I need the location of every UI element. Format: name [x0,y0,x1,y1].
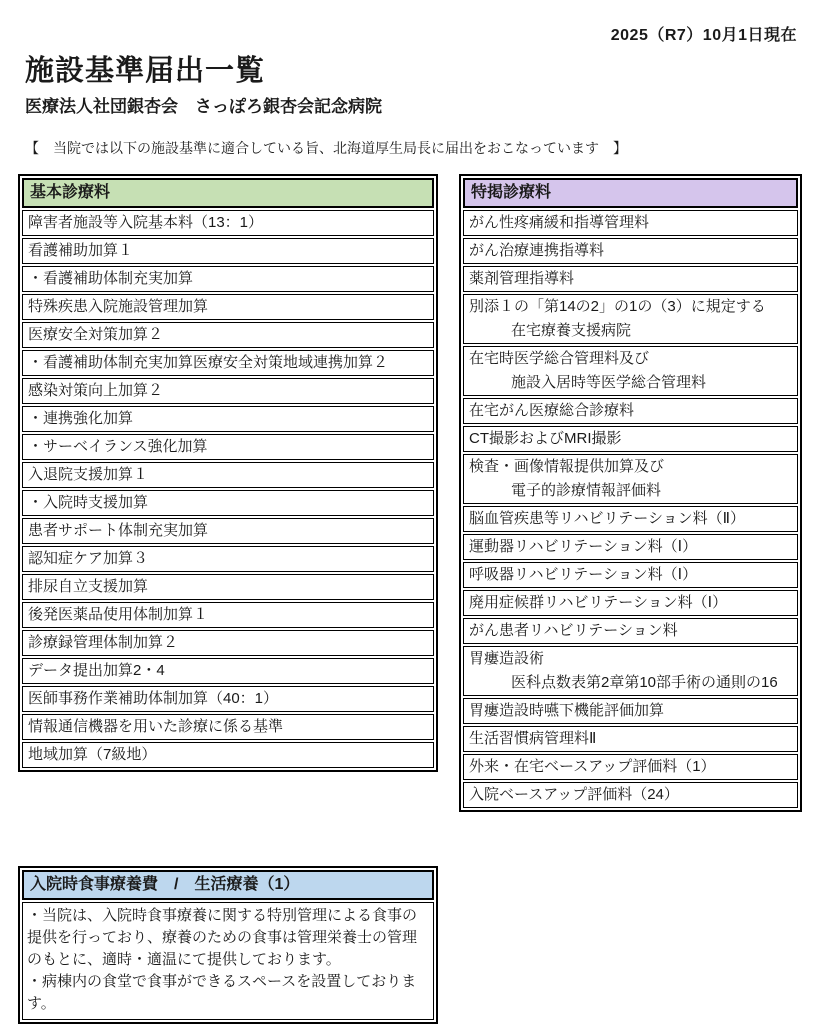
row-text: ・入院時支援加算 [28,494,149,511]
row-text: 薬剤管理指導料 [469,270,575,287]
row-text: 廃用症候群リハビリテーション料（Ⅰ） [469,594,728,611]
row-text: 情報通信機器を用いた診療に係る基準 [28,718,284,735]
table-row [463,646,798,696]
row-text: 地域加算（7級地） [28,746,157,763]
table-row [463,346,798,396]
table-row [22,434,434,460]
table-row [22,406,434,432]
special-fees-rows [463,210,798,808]
table-row [463,754,798,780]
row-text: 生活習慣病管理料Ⅱ [469,730,597,747]
row-text: 特殊疾患入院施設管理加算 [28,298,209,315]
table-row [463,698,798,724]
table-row [463,266,798,292]
notice-line: 【 当院では以下の施設基準に適合している旨、北海道厚生局長に届出をおこなっています 】 [25,140,627,156]
basic-fees-header: 基本診療料 [22,178,434,208]
row-text: 在宅療養支援病院 [511,322,632,339]
table-row [463,726,798,752]
tables-columns [18,174,802,812]
meal-benefit-box [18,866,438,1024]
paragraph: ・病棟内の食堂で食事ができるスペースを設置しております。 [27,973,417,1012]
row-text: 後発医薬品使用体制加算１ [28,606,209,623]
paragraph: ・当院は、入院時食事療養に関する特別管理による食事の提供を行っており、療養のための食事は管理栄養士の管理のもとに、適時・適温にて提供しております。 [27,907,418,968]
table-row [463,618,798,644]
row-text: 診療録管理体制加算２ [28,634,179,651]
row-text: 排尿自立支援加算 [28,578,149,595]
row-text: ・連携強化加算 [28,410,134,427]
table-row [463,238,798,264]
table-row [463,426,798,452]
row-text: 外来・在宅ベースアップ評価料（1） [469,758,716,775]
basic-fees-rows [22,210,434,768]
row-text: 胃瘻造設術 [469,650,545,667]
row-text: がん患者リハビリテーション料 [469,622,678,639]
row-text: 電子的診療情報評価料 [511,482,662,499]
row-text: 入院ベースアップ評価料（24） [469,786,679,803]
page-title: 施設基準届出一覧 [25,55,266,87]
table-row [463,590,798,616]
meal-benefit-header: 入院時食事療養費 / 生活療養（1） [22,870,434,900]
row-text: がん性疼痛緩和指導管理料 [469,214,650,231]
meal-benefit-paragraphs [27,905,429,1015]
table-row [22,602,434,628]
row-text: 在宅がん医療総合診療料 [469,402,635,419]
table-row [22,266,434,292]
row-text: 障害者施設等入院基本料（13：1） [28,214,264,231]
table-row [463,210,798,236]
row-text: 別添１の「第14の2」の1の（3）に規定する [469,298,766,315]
table-row [463,454,798,504]
table-row [463,398,798,424]
row-text: 認知症ケア加算３ [28,550,149,567]
basic-fees-table [18,174,438,772]
row-text: 患者サポート体制充実加算 [28,522,209,539]
table-row [22,686,434,712]
table-row [22,742,434,768]
row-text: 在宅時医学総合管理料及び [469,350,650,367]
row-text: 感染対策向上加算２ [28,382,164,399]
row-text: ・サーベイランス強化加算 [28,438,208,455]
row-text: CT撮影およびMRI撮影 [469,430,622,447]
row-text: 脳血管疾患等リハビリテーション料（Ⅱ） [469,510,746,527]
table-row [22,630,434,656]
table-row [463,506,798,532]
row-text: 呼吸器リハビリテーション料（Ⅰ） [469,566,698,583]
table-row [463,562,798,588]
table-row [463,782,798,808]
row-text: 運動器リハビリテーション料（Ⅰ） [469,538,698,555]
row-text: データ提出加算2・4 [28,662,165,679]
table-row [22,322,434,348]
table-row [463,294,798,344]
special-fees-header: 特掲診療料 [463,178,798,208]
row-text: がん治療連携指導料 [469,242,605,259]
table-row [22,490,434,516]
row-text: 入退院支援加算１ [28,466,149,483]
table-row [22,658,434,684]
meal-benefit-body [22,902,434,1020]
row-text: ・看護補助体制充実加算医療安全対策地域連携加算２ [28,354,389,371]
table-row [22,546,434,572]
table-row [22,462,434,488]
table-row [22,518,434,544]
table-row [22,574,434,600]
row-text: 施設入居時等医学総合管理料 [511,374,707,391]
table-row [22,238,434,264]
row-text: 医科点数表第2章第10部手術の通則の16 [511,674,778,691]
row-text: 胃瘻造設時嚥下機能評価加算 [469,702,665,719]
table-row [22,210,434,236]
table-row [22,378,434,404]
row-text: 検査・画像情報提供加算及び [469,458,665,475]
row-text: 医師事務作業補助体制加算（40：1） [28,690,279,707]
special-fees-table [459,174,802,812]
table-row [22,350,434,376]
date-stamp: 2025（R7）10月1日現在 [610,27,797,44]
row-text: 医療安全対策加算２ [28,326,164,343]
table-row [22,714,434,740]
table-row [463,534,798,560]
row-text: 看護補助加算１ [28,242,134,259]
row-text: ・看護補助体制充実加算 [28,270,194,287]
hospital-name: 医療法人社団銀杏会 さっぽろ銀杏会記念病院 [25,97,382,116]
table-row [22,294,434,320]
